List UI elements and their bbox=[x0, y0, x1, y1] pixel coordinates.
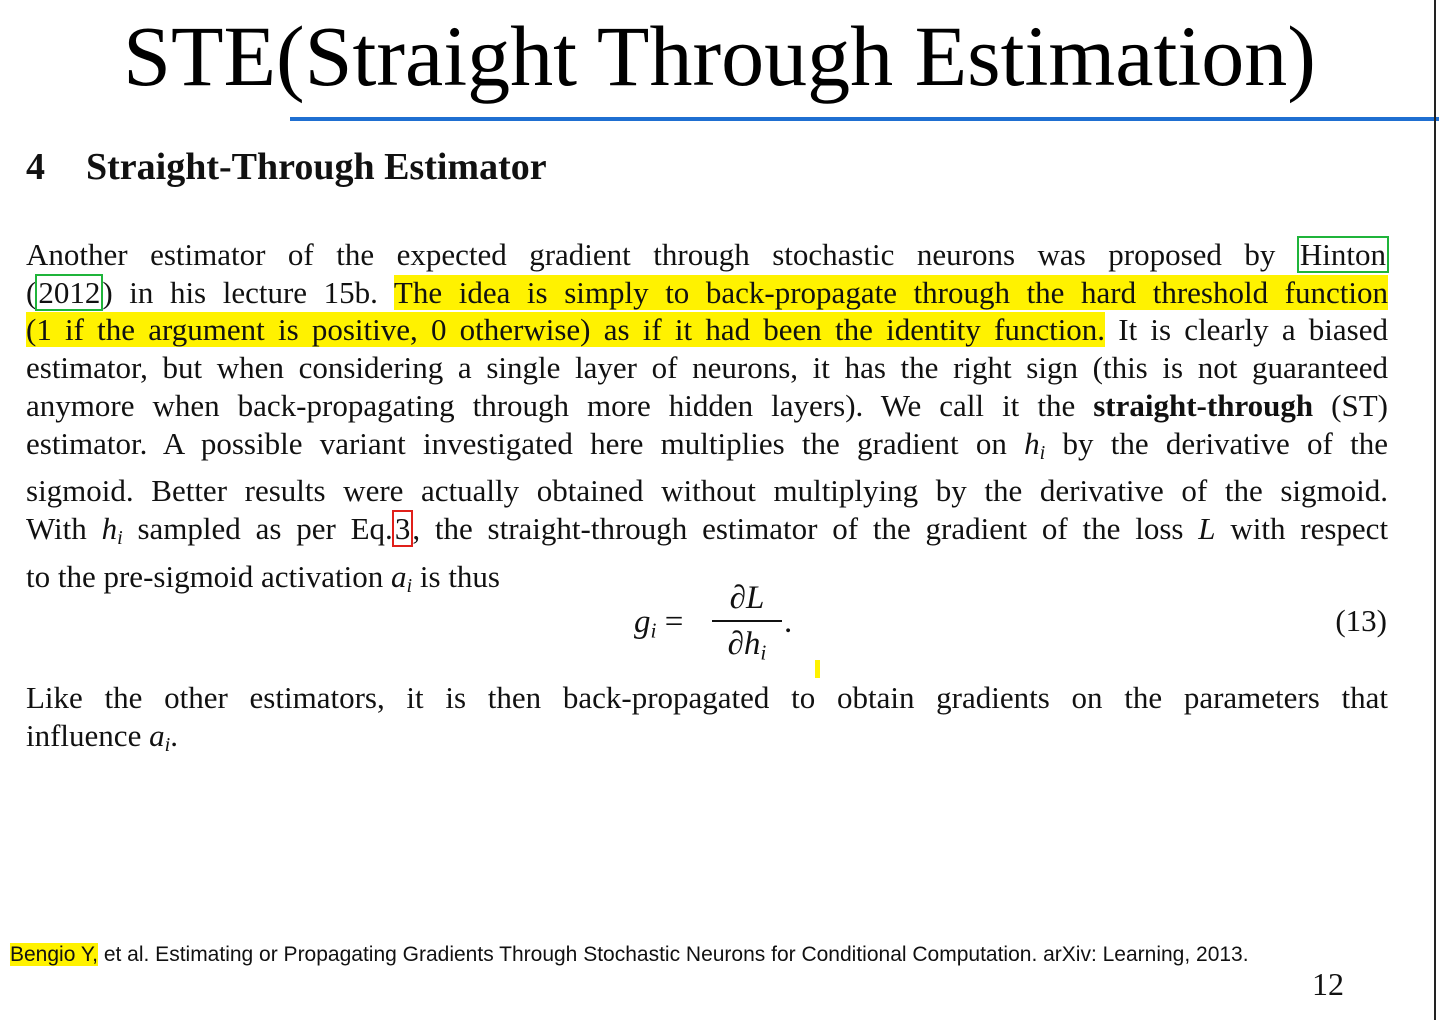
section-number: 4 bbox=[26, 146, 45, 188]
equation-13 bbox=[634, 578, 834, 668]
section-heading bbox=[26, 140, 547, 194]
text: Another estimator of the expected gradient through stochastic neurons was proposed by bbox=[26, 237, 1276, 272]
highlighted-text: (1 if the argument is positive, 0 otherwise) as if it had been the identity function. bbox=[26, 312, 1106, 348]
math-h bbox=[101, 510, 123, 549]
fraction bbox=[712, 578, 782, 672]
citation-link-hinton[interactable]: Hinton bbox=[1299, 237, 1387, 272]
text: anymore when back-propagating through more hidden layers). We call it the bbox=[26, 387, 1076, 423]
text: With bbox=[26, 510, 87, 546]
p2-line-1: Like the other estimators, it is then back-propagated to obtain gradients on the parameters that bbox=[26, 680, 1388, 715]
math-a bbox=[391, 558, 413, 597]
p1-line-2 bbox=[26, 274, 1388, 312]
text: is thus bbox=[419, 558, 500, 594]
math-sub: i bbox=[164, 733, 171, 756]
math-L: L bbox=[1198, 510, 1216, 546]
text: (ST) bbox=[1331, 387, 1388, 423]
text: estimator. A possible variant investigated here multiplies the gradient on bbox=[26, 425, 1007, 461]
equation-ref-link[interactable]: 3 bbox=[394, 510, 411, 546]
fraction-numerator: ∂L bbox=[729, 580, 765, 616]
math-var: g bbox=[634, 604, 651, 640]
p1-line-1 bbox=[26, 236, 1388, 274]
math-var: a bbox=[391, 558, 407, 594]
equation-period: . bbox=[784, 604, 793, 640]
bold-term: straight-through bbox=[1093, 387, 1314, 423]
equation-number: (13) bbox=[1335, 603, 1387, 638]
math-sub: i bbox=[1039, 441, 1046, 464]
text: ) in his lecture 15b. bbox=[102, 274, 378, 310]
p1-line-5 bbox=[26, 387, 1388, 425]
math-var: h bbox=[101, 510, 118, 546]
text: ( bbox=[26, 274, 37, 310]
text: by the derivative of the bbox=[1062, 425, 1388, 461]
highlighted-text: The idea is simply to back-propagate through the hard threshold function bbox=[393, 274, 1388, 310]
p2-line-2 bbox=[26, 717, 1388, 765]
text: influence bbox=[26, 717, 142, 753]
citation-link-year[interactable]: 2012 bbox=[38, 274, 101, 310]
text-cursor-highlight bbox=[815, 660, 820, 678]
section-title: Straight-Through Estimator bbox=[86, 146, 547, 188]
p1-line-8 bbox=[26, 510, 1388, 558]
paragraph-2 bbox=[26, 679, 1388, 764]
p1-line-6 bbox=[26, 425, 1388, 473]
math-sub: i bbox=[406, 574, 413, 597]
math-sub: i bbox=[650, 618, 657, 643]
math-h bbox=[1024, 425, 1046, 464]
text: sampled as per Eq. bbox=[137, 510, 393, 546]
slide-title: STE(Straight Through Estimation) bbox=[123, 8, 1316, 104]
p1-line-3 bbox=[26, 311, 1388, 349]
text: . bbox=[170, 717, 178, 753]
math-var: a bbox=[149, 717, 165, 753]
fraction-denominator bbox=[712, 624, 782, 672]
page-number: 12 bbox=[1312, 966, 1344, 1002]
p1-line-4: estimator, but when considering a single layer of neurons, it has the right sign (this is not guaranteed bbox=[26, 350, 1388, 386]
p1-line-7: sigmoid. Better results were actually obtained without multiplying by the derivative of the sigmoid. bbox=[26, 473, 1388, 509]
math-sub: i bbox=[760, 640, 767, 665]
math-a bbox=[149, 717, 171, 756]
title-underline bbox=[290, 117, 1439, 121]
paragraph-1 bbox=[26, 236, 1388, 605]
math-var: h bbox=[1024, 425, 1040, 461]
footer-citation bbox=[10, 941, 1249, 969]
text: , the straight-through estimator of the gradient of the loss bbox=[412, 510, 1184, 546]
math-sub: i bbox=[117, 526, 123, 549]
equals-sign: = bbox=[664, 604, 684, 640]
citation-highlight: Bengio Y, bbox=[10, 943, 98, 966]
text: to the pre-sigmoid activation bbox=[26, 558, 384, 594]
right-border-line bbox=[1434, 0, 1436, 1020]
citation-text: et al. Estimating or Propagating Gradients Through Stochastic Neurons for Conditional Computation. arXiv: Learning, 2013. bbox=[97, 943, 1249, 966]
fraction-bar bbox=[712, 620, 782, 622]
text: It is clearly a biased bbox=[1118, 312, 1388, 348]
math-var: ∂h bbox=[727, 626, 761, 662]
text: with respect bbox=[1230, 510, 1389, 546]
equation-lhs bbox=[634, 604, 683, 643]
